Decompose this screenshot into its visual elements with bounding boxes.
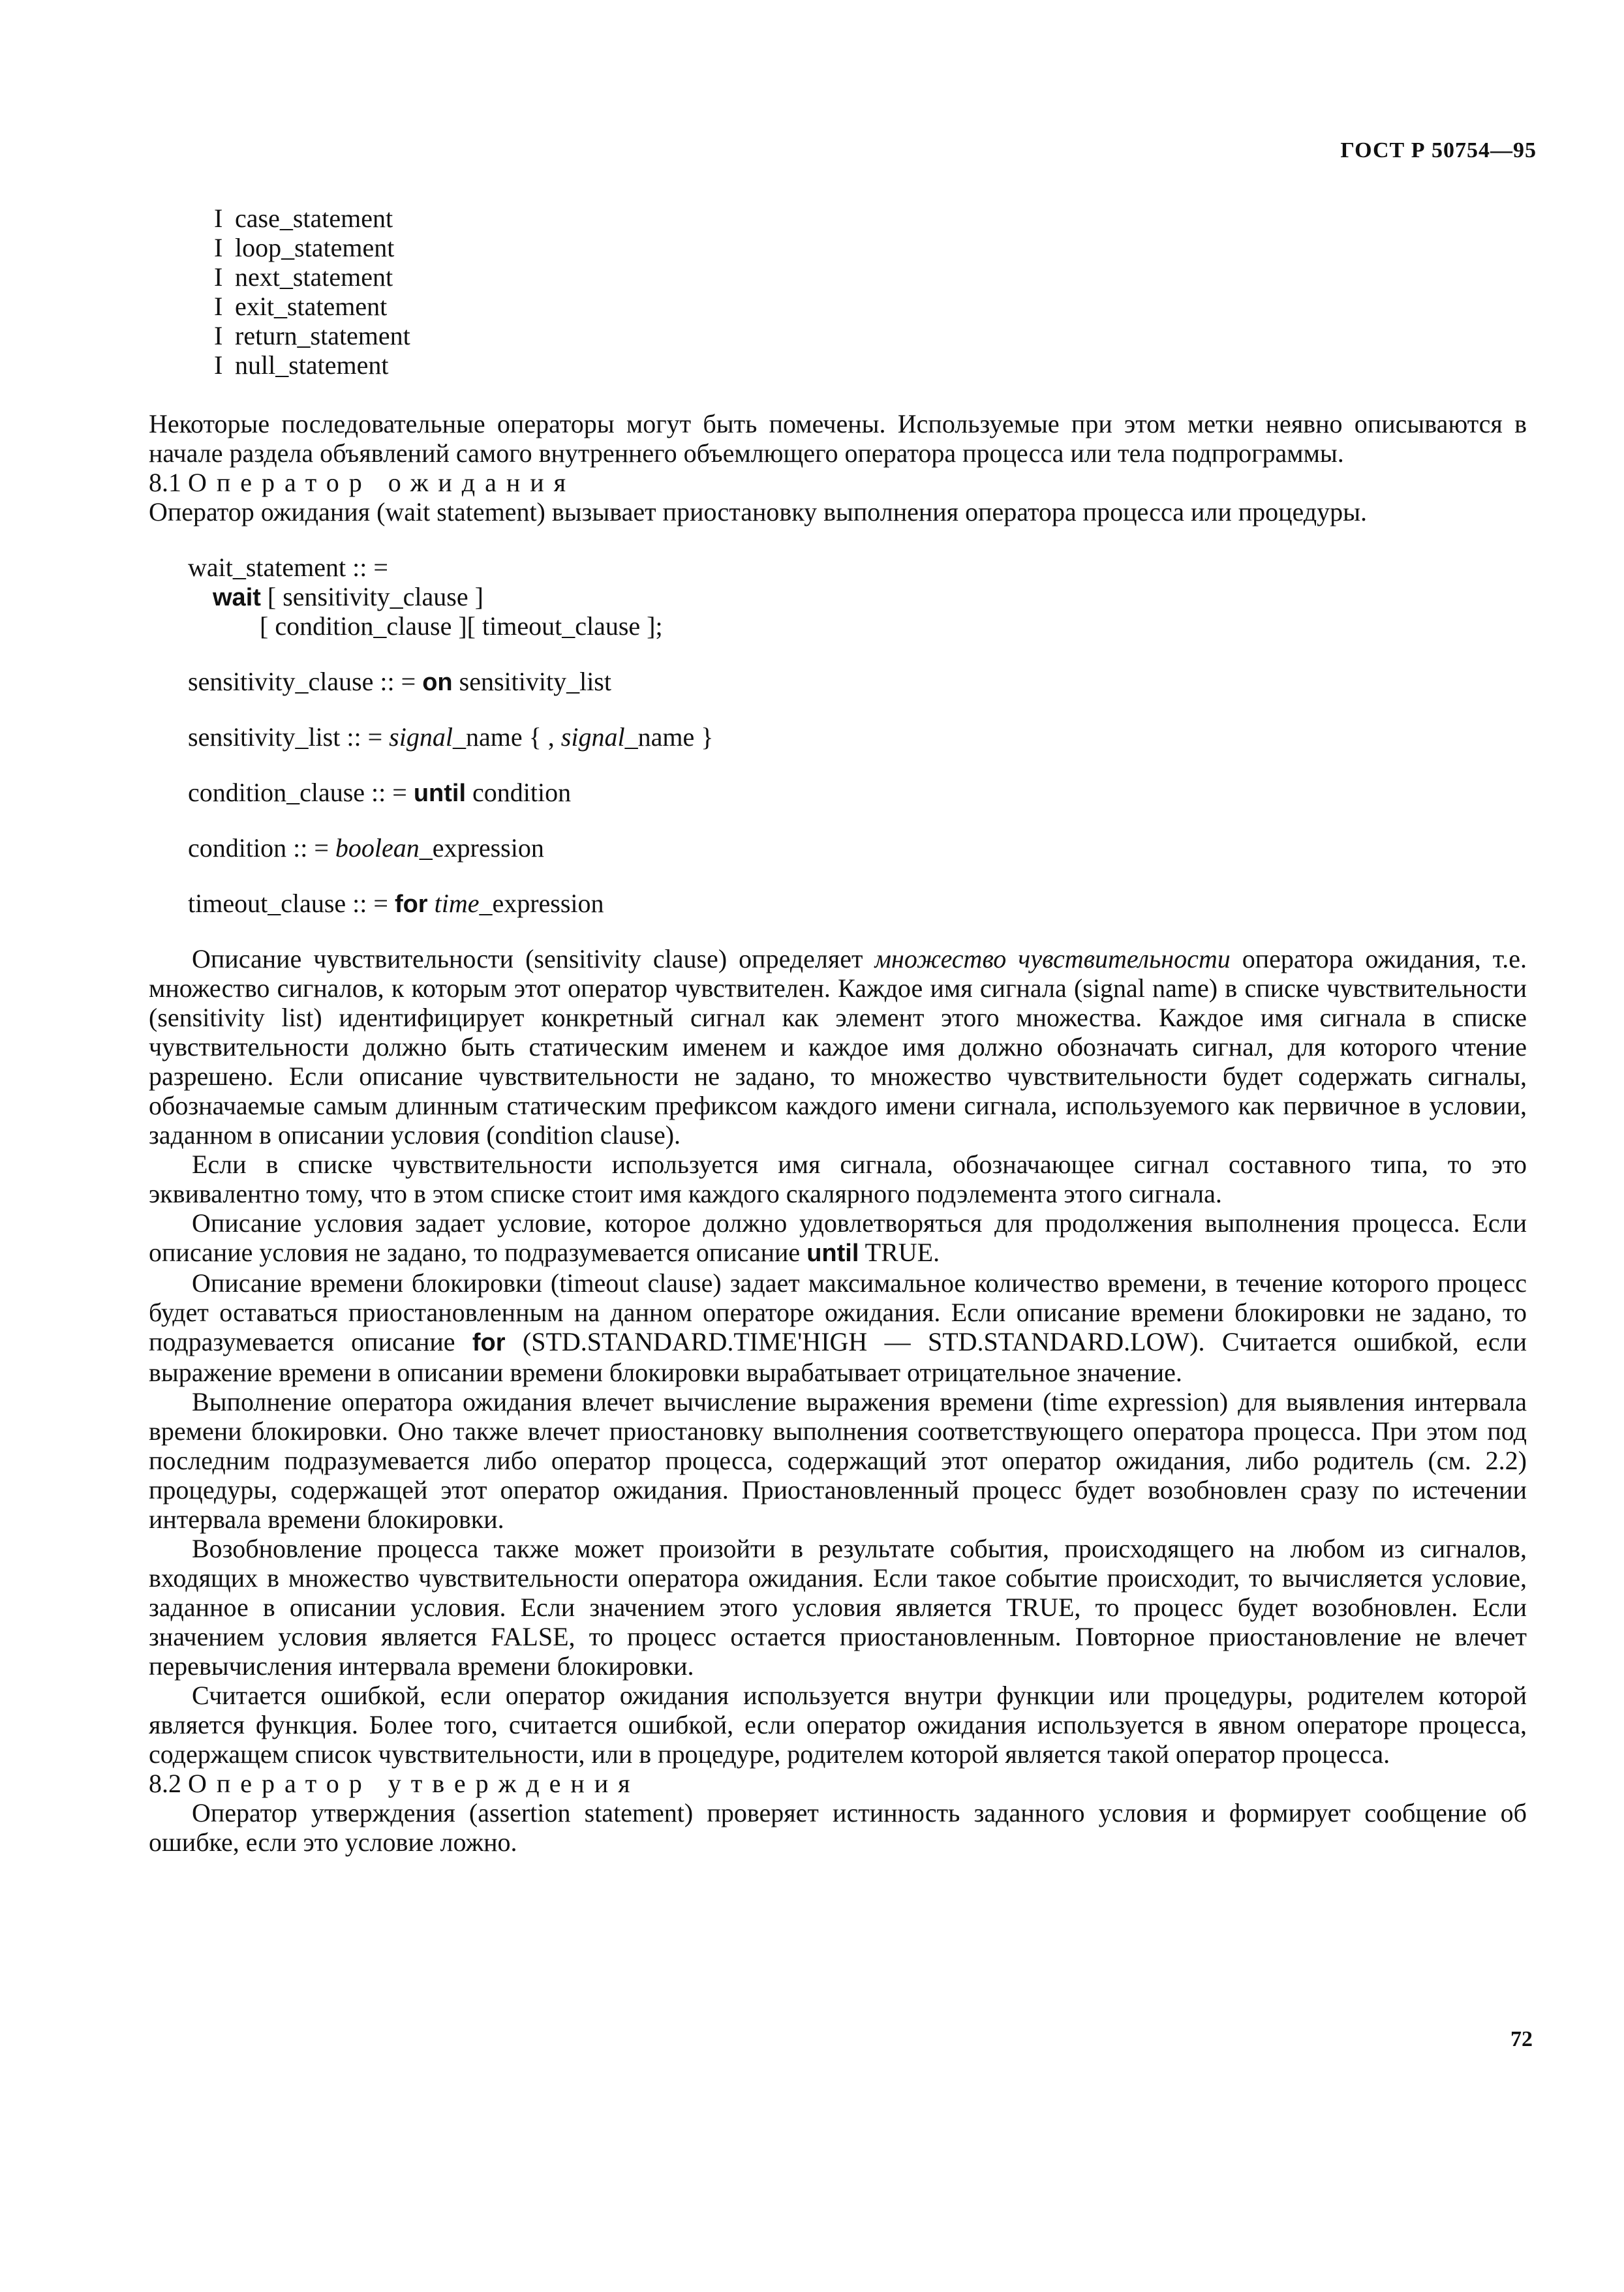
document-body	[149, 204, 1527, 1857]
bar-symbol: I	[214, 204, 223, 233]
page-number: 72	[1510, 2027, 1533, 2051]
bar-symbol: I	[214, 321, 223, 350]
section-heading-8-1: 8.1 Оператор ожидания	[149, 468, 576, 497]
production-item: I case_statement	[214, 204, 393, 233]
keyword-until: until	[413, 780, 467, 807]
production-item: I next_statement	[214, 262, 393, 292]
production-item: I loop_statement	[214, 233, 395, 262]
production-list	[214, 204, 1527, 380]
syntax-condition: condition :: = boolean_expression	[188, 833, 544, 863]
syntax-sensitivity-clause: sensitivity_clause :: = on sensitivity_list	[188, 667, 611, 696]
syntax-wait-statement: wait_statement :: =	[188, 553, 388, 582]
paragraph-condition: Описание условия задает условие, которое должно удовлетворяться для продолжения выполнения процесса. Если описание условия не задано, то подразумевается описание until TRUE.	[149, 1208, 1527, 1267]
bar-symbol: I	[214, 262, 223, 292]
production-item: I return_statement	[214, 321, 410, 350]
section-8-2-intro: Оператор утверждения (assertion statement) проверяет истинность заданного условия и формирует сообщение об ошибке, если это условие ложно.	[149, 1798, 1527, 1857]
syntax-condition-clause: condition_clause :: = until condition	[188, 778, 572, 807]
syntax-block: wait_statement :: = wait [ sensitivity_clause ] [ condition_clause ][ timeout_clause ]; sensitivity_clause :: = on sensitivity_list sensitivity_list :: = signal_name { , signal_name } condition_clause :: = until condition condition :: = boolean_expression timeout_clause :: = for time_expression	[188, 553, 1527, 918]
production-item: I exit_statement	[214, 292, 388, 321]
paragraph-execution: Выполнение оператора ожидания влечет вычисление выражения времени (time expression) для выявления интервала времени блокировки. Оно также влечет приостановку выполнения соответствующего оператора процесса. При этом под последним подразумевается либо оператор процесса, содержащий этот оператор ожидания, либо родитель (см. 2.2) процедуры, содержащей этот оператор ожидания. Приостановленный процесс будет возобновлен сразу по истечении интервала времени блокировки.	[149, 1387, 1527, 1534]
bar-symbol: I	[214, 292, 223, 321]
paragraph-timeout: Описание времени блокировки (timeout clause) задает максимальное количество времени, в течение которого процесс будет оставаться приостановленным на данном операторе ожидания. Если описание времени блокировки не задано, то подразумевается описание for (STD.STANDARD.TIME'HIGH — STD.STANDARD.LOW). Считается ошибкой, если выражение времени в описании времени блокировки вырабатывает отрицательное значение.	[149, 1268, 1527, 1387]
keyword-for: for	[394, 891, 428, 918]
paragraph-sensitivity: Описание чувствительности (sensitivity clause) определяет множество чувствительности оператора ожидания, т.е. множество сигналов, к которым этот оператор чувствителен. Каждое имя сигнала (signal name) в списке чувствительности (sensitivity list) идентифицирует конкретный сигнал как элемент этого множества. Каждое имя сигнала в списке чувствительности должно быть статическим именем и каждое имя должно обозначать сигнал, для которого чтение разрешено. Если описание чувствительности не задано, то множество чувствительности будет содержать сигналы, обозначаемые самым длинным статическим префиксом каждого имени сигнала, используемого как первичное в условии, заданном в описании условия (condition clause).	[149, 944, 1527, 1150]
syntax-timeout-clause: timeout_clause :: = for time_expression	[188, 889, 604, 918]
keyword-on: on	[422, 669, 453, 696]
paragraph-resumption: Возобновление процесса также может произойти в результате события, происходящего на любом из сигналов, входящих в множество чувствительности оператора ожидания. Если такое событие происходит, то вычисляется условие, заданное в описании условия. Если значением этого условия является TRUE, то процесс будет возобновлен. Если значением условия является FALSE, то процесс остается приостановленным. Повторное приостановление не влечет перевычисления интервала времени блокировки.	[149, 1534, 1527, 1681]
bar-symbol: I	[214, 350, 223, 380]
bar-symbol: I	[214, 233, 223, 262]
keyword-wait: wait	[213, 584, 261, 611]
paragraph-composite-signal: Если в списке чувствительности используется имя сигнала, обозначающее сигнал составного типа, то это эквивалентно тому, что в этом списке стоит имя каждого скалярного подэлемента этого сигнала.	[149, 1150, 1527, 1208]
syntax-sensitivity-list: sensitivity_list :: = signal_name { , signal_name }	[188, 722, 714, 752]
production-item: I null_statement	[214, 350, 389, 380]
paragraph-errors: Считается ошибкой, если оператор ожидания используется внутри функции или процедуры, родителем которой является функция. Более того, считается ошибкой, если оператор ожидания используется в явном операторе процесса, содержащем список чувствительности, или в процедуре, родителем которой является такой оператор процесса.	[149, 1681, 1527, 1769]
intro-paragraph: Некоторые последовательные операторы могут быть помечены. Используемые при этом метки неявно описываются в начале раздела объявлений самого внутреннего объемлющего оператора процесса или тела подпрограммы.	[149, 409, 1527, 468]
section-heading-8-2: 8.2 Оператор утверждения	[149, 1769, 640, 1798]
document-header: ГОСТ Р 50754—95	[1340, 138, 1537, 162]
section-8-1-intro: Оператор ожидания (wait statement) вызывает приостановку выполнения оператора процесса или процедуры.	[149, 497, 1368, 527]
